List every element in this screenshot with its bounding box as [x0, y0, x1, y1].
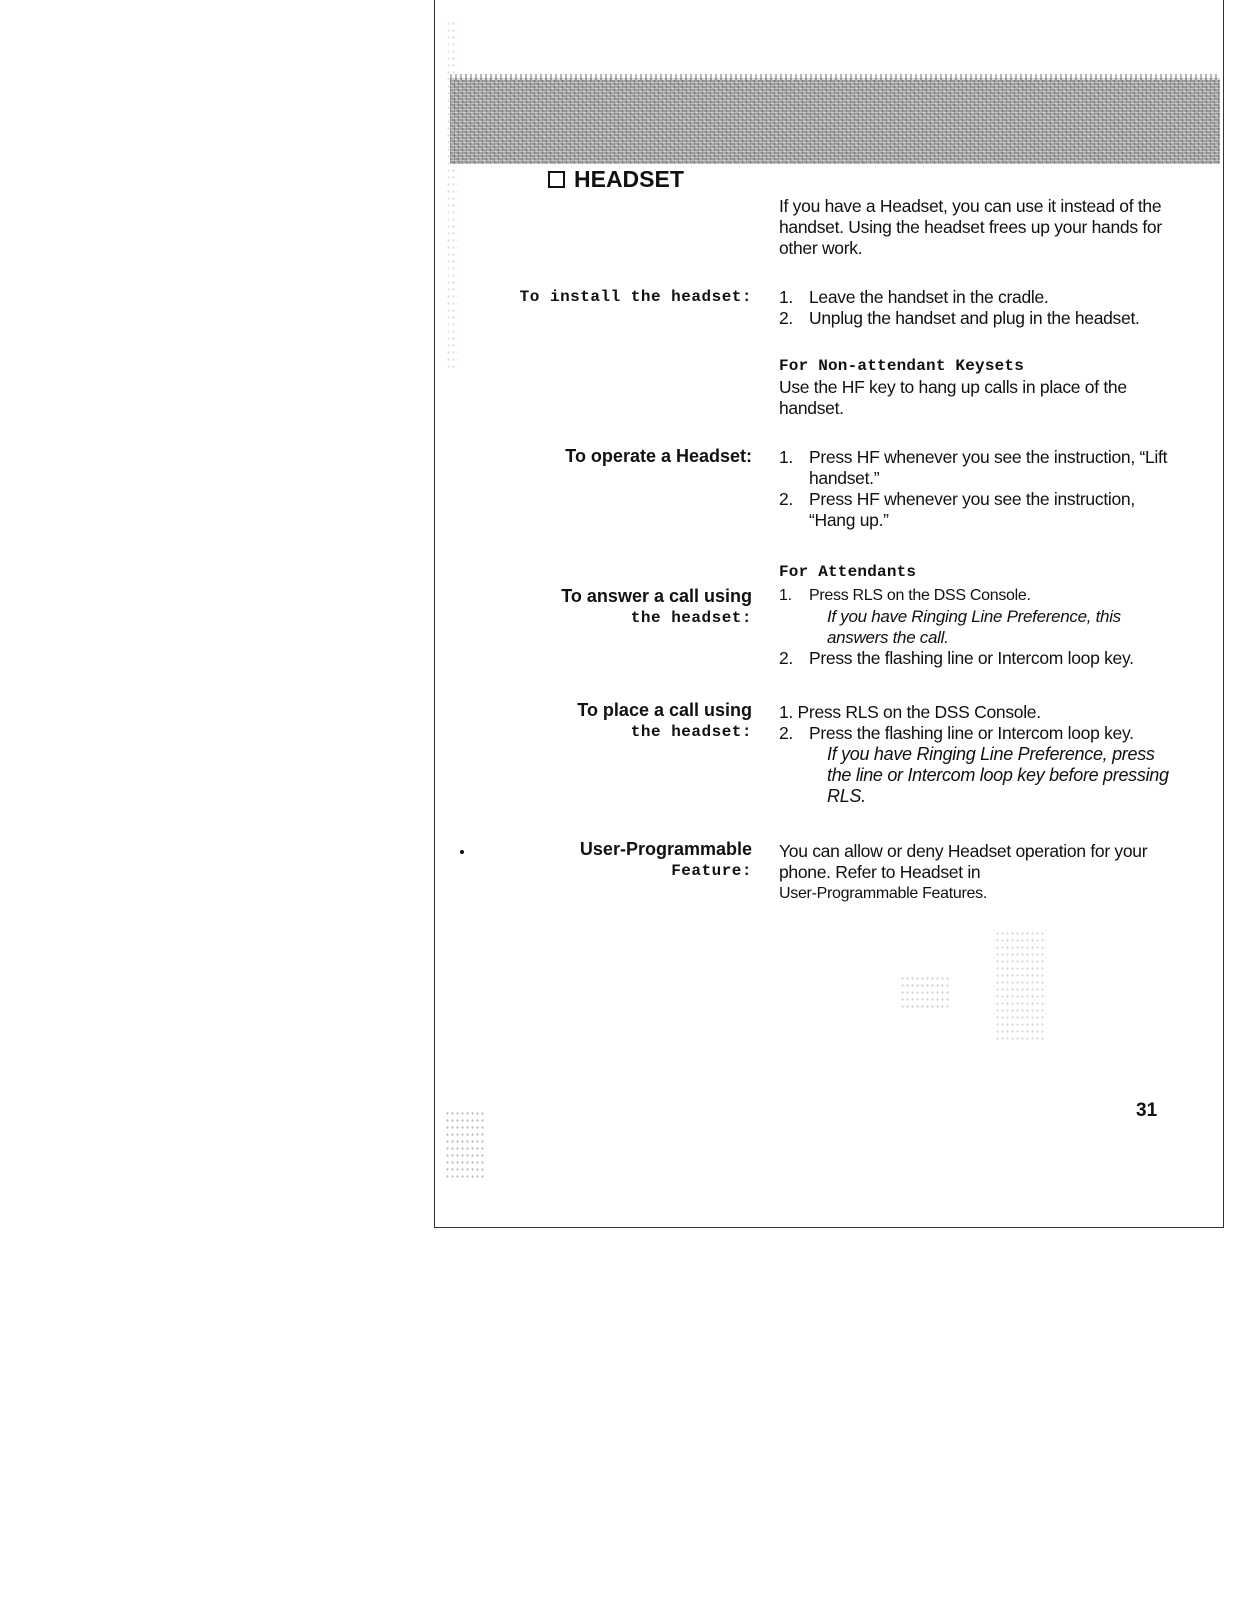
programmable-label-line1: User-Programmable [579, 839, 752, 859]
operate-label: To operate a Headset: [565, 446, 752, 466]
step-number: 2. [779, 489, 793, 509]
section-title [548, 166, 684, 193]
step-number: 1. [779, 447, 793, 467]
subheading-text: Use the HF key to hang up calls in place of the handset. [779, 377, 1127, 418]
subheading: For Non-attendant Keysets [779, 357, 1025, 375]
step-text: Unplug the handset and plug in the headset. [809, 308, 1140, 328]
header-banner [450, 78, 1220, 164]
programmable-label-line2: Feature: [671, 862, 752, 880]
place-label-line1: To place a call using [577, 700, 752, 720]
checkbox-icon [548, 171, 565, 188]
step-text: Press the flashing line or Intercom loop key. [809, 723, 1134, 743]
step-number: 2. [779, 648, 793, 668]
list-item [779, 585, 1174, 606]
intro-paragraph: If you have a Headset, you can use it instead of the handset. Using the headset frees up your hands for other work. [779, 196, 1162, 258]
operate-steps [779, 447, 1174, 531]
answer-steps [779, 585, 1174, 669]
section-title-text: HEADSET [574, 166, 684, 192]
margin-dot [460, 850, 464, 854]
step-number: 1. [779, 587, 792, 604]
step-text: Press RLS on the DSS Console. [809, 587, 1031, 604]
step-text: Press HF whenever you see the instruction, “Hang up.” [809, 489, 1135, 530]
list-item [779, 287, 1174, 308]
step-text: Leave the handset in the cradle. [809, 287, 1049, 307]
scan-speckle [445, 1110, 485, 1180]
step-text: Press the flashing line or Intercom loop key. [809, 648, 1134, 668]
scan-speckle [900, 975, 950, 1010]
place-label-line2: the headset: [630, 723, 752, 741]
scan-speckle [995, 930, 1045, 1040]
scan-speckle [446, 20, 458, 370]
list-item [779, 489, 1174, 531]
answer-label [561, 585, 752, 629]
list-item [779, 308, 1174, 329]
install-steps [779, 287, 1174, 329]
programmable-reference: User-Programmable Features. [779, 885, 987, 902]
step-text: Press HF whenever you see the instruction, “Lift handset.” [809, 447, 1168, 488]
step-number: 2. [779, 308, 793, 328]
list-item [779, 447, 1174, 489]
non-attendant-note [779, 356, 1174, 419]
step-text: 1. Press RLS on the DSS Console. [779, 702, 1041, 722]
programmable-paragraph: You can allow or deny Headset operation for your phone. Refer to Headset in [779, 841, 1148, 882]
list-item [779, 723, 1174, 744]
step-number: 2. [779, 723, 793, 743]
install-label: To install the headset: [519, 288, 752, 306]
place-steps [779, 702, 1174, 807]
answer-note: If you have Ringing Line Preference, this answers the call. [827, 607, 1121, 647]
attendants-subheading [779, 562, 1174, 583]
list-item [779, 648, 1174, 669]
answer-label-line2: the headset: [630, 609, 752, 627]
page-number: 31 [1136, 1100, 1158, 1121]
programmable-text [779, 841, 1159, 904]
subheading: For Attendants [779, 563, 917, 581]
place-note: If you have Ringing Line Preference, press the line or Intercom loop key before pressing RLS. [827, 744, 1169, 806]
programmable-label [580, 838, 752, 882]
step-number: 1. [779, 287, 793, 307]
answer-label-line1: To answer a call using [561, 586, 752, 606]
place-label [577, 699, 752, 743]
